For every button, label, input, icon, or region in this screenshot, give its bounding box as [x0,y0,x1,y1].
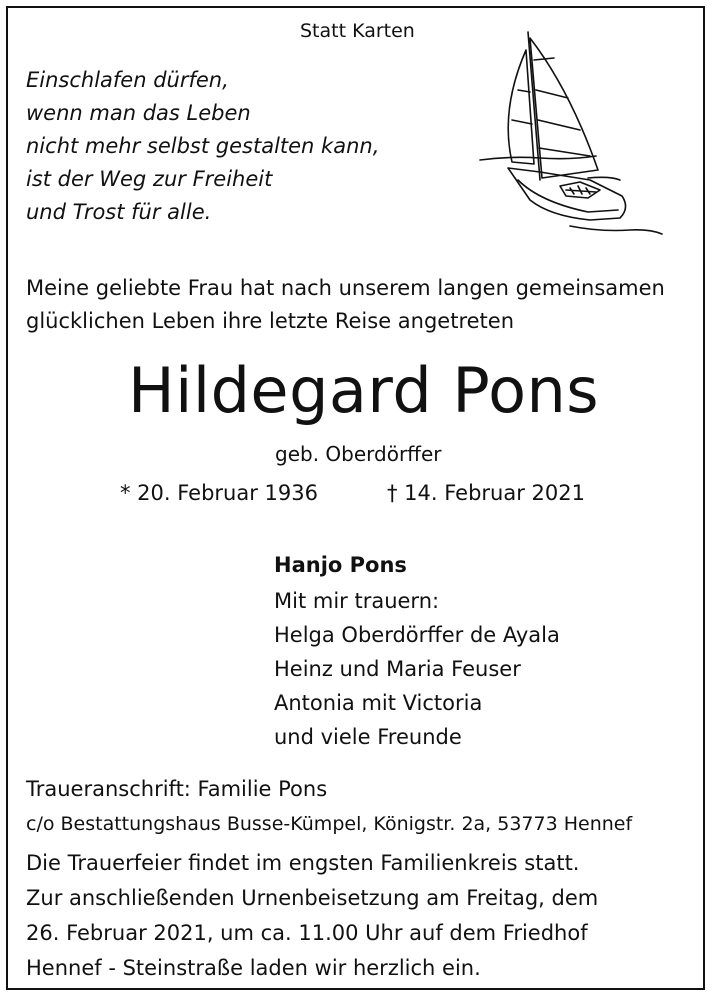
mourning-address [26,772,632,842]
primary-mourner: Hanjo Pons [274,553,407,577]
mourners-intro: Mit mir trauern: [274,589,440,613]
mourner-name: und viele Freunde [274,725,462,749]
mourner-name: Antonia mit Victoria [274,691,483,715]
mourner-name: Helga Oberdörffer de Ayala [274,623,560,647]
ceremony-line: Die Trauerfeier findet im engsten Familienkreis statt. [26,851,580,875]
address-line: Traueranschrift: Familie Pons [26,777,328,801]
ceremony-line: Hennef - Steinstraße laden wir herzlich ein. [26,956,481,980]
intro-line: glücklichen Leben ihre letzte Reise angetreten [26,309,515,333]
intro-text [26,272,665,338]
poem-line: wenn man das Leben [26,101,251,125]
mourner-name: Heinz und Maria Feuser [274,657,521,681]
header-text: Statt Karten [300,20,415,42]
poem-line: ist der Weg zur Freiheit [26,167,273,191]
ceremony-line: 26. Februar 2021, um ca. 11.00 Uhr auf dem Friedhof [26,921,588,945]
poem [26,64,379,229]
sailboat-illustration [470,20,670,240]
death-date: † 14. Februar 2021 [387,481,585,505]
ceremony-line: Zur anschließenden Urnenbeisetzung am Freitag, dem [26,886,599,910]
ceremony-text [26,846,598,986]
address-line: c/o Bestattungshaus Busse-Kümpel, Königstr. 2a, 53773 Hennef [26,813,633,835]
intro-line: Meine geliebte Frau hat nach unserem langen gemeinsamen [26,276,665,300]
poem-line: und Trost für alle. [26,200,212,224]
poem-line: Einschlafen dürfen, [26,68,229,92]
deceased-name: Hildegard Pons [128,354,600,427]
birth-date: * 20. Februar 1936 [120,481,318,505]
maiden-name: geb. Oberdörffer [275,442,442,466]
mourners-block [274,548,560,754]
poem-line: nicht mehr selbst gestalten kann, [26,134,380,158]
